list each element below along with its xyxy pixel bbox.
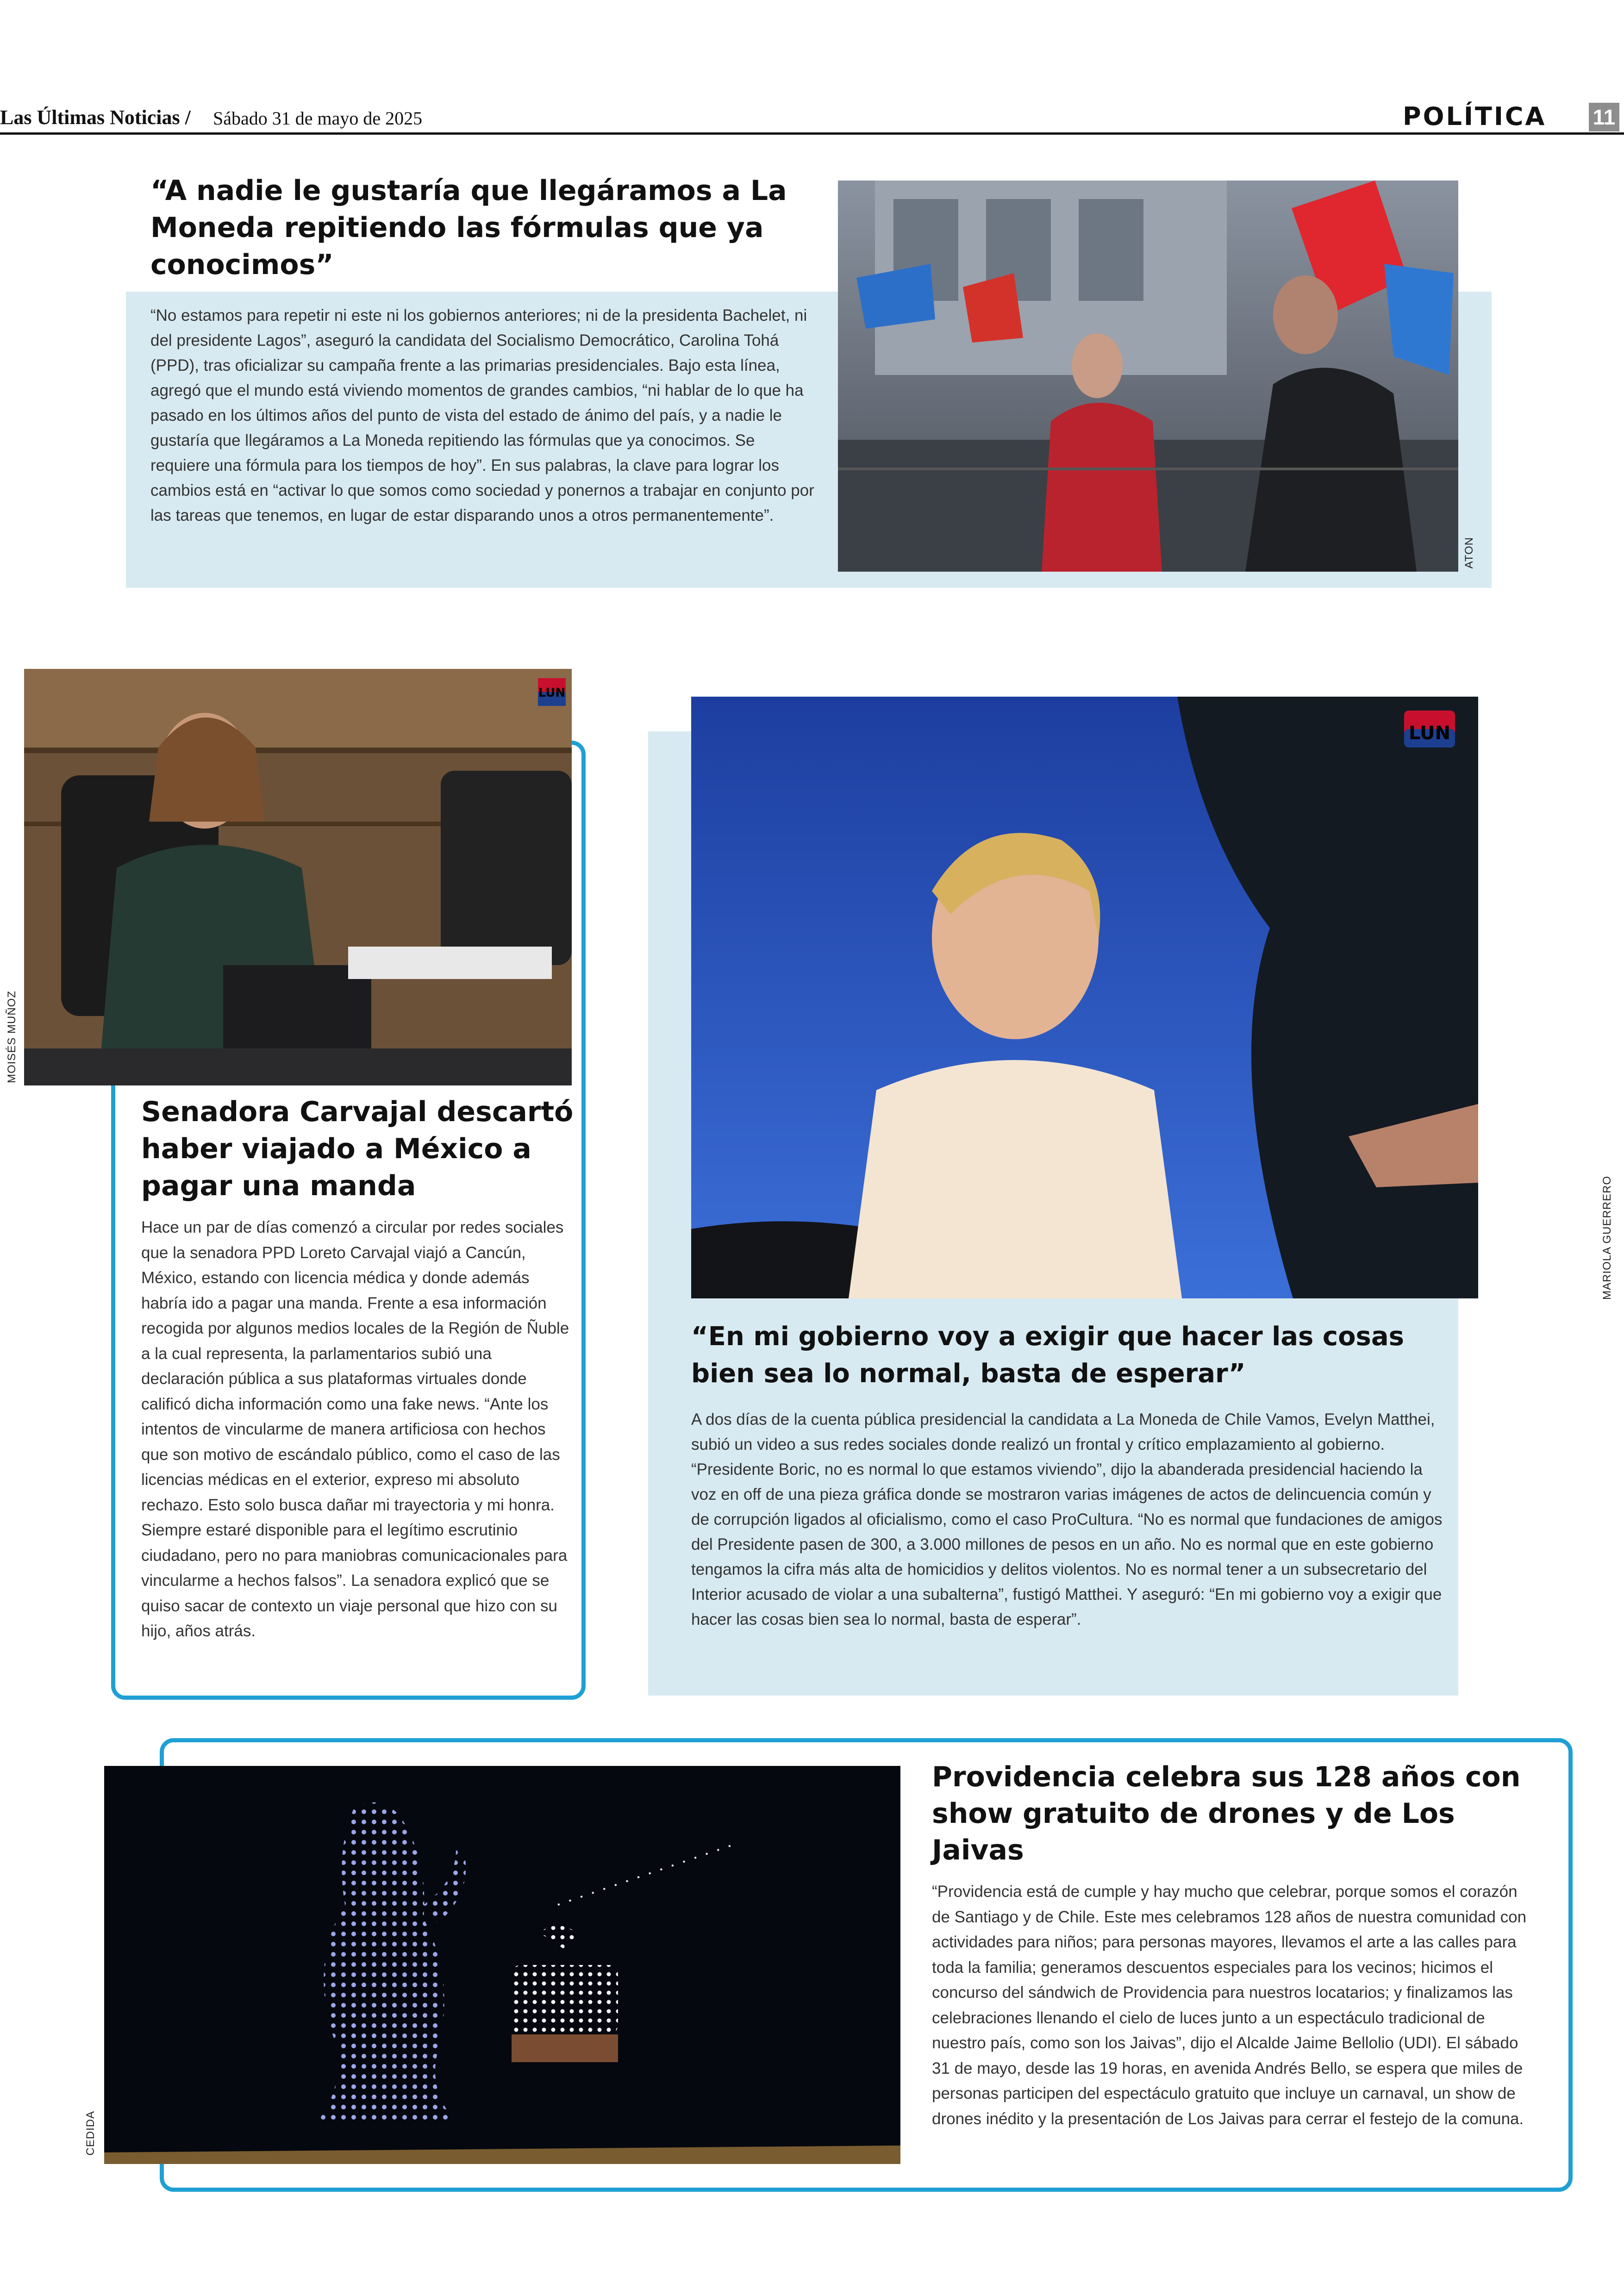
story1-photo-credit: ATON [1463, 537, 1475, 569]
story1-headline: “A nadie le gustaría que llegáramos a La Moneda repitiendo las fórmulas que ya conocimos” [150, 175, 787, 281]
header-rule [0, 132, 1624, 135]
story2-photo-credit: MOISÉS MUÑOZ [6, 991, 18, 1084]
story4-photo-credit: CEDIDA [84, 2111, 97, 2156]
story3-photo [691, 697, 1478, 1298]
story4-photo [104, 1766, 900, 2164]
story2-headline: Senadora Carvajal descartó haber viajado a México a pagar una manda [141, 1096, 574, 1202]
story1-photo [838, 181, 1458, 572]
masthead: Las Últimas Noticias / [0, 106, 191, 129]
story2-lun-logo: LUN [538, 686, 566, 700]
page-number: 11 [1589, 103, 1619, 131]
story1-body: “No estamos para repetir ni este ni los gobiernos anteriores; ni de la presidenta Bachelet, ni del presidente Lagos”, aseguró la candidata del Socialismo Democrático, Carolina Tohá (PPD), tras oficializar su campaña frente a las primarias presidenciales. Bajo esta línea, agregó que el mundo está viviendo momentos de grandes cambios, “ni hablar de lo que ha pasado en los últimos años del punto de vista del estado de ánimo del país, y a nadie le gustaría que llegáramos a La Moneda repitiendo las fórmulas que ya conocimos. Se requiere una fórmula para los tiempos de hoy”. En sus palabras, la clave para lograr los cambios está en “activar lo que somos como sociedad y ponernos a trabajar en conjunto por las tareas que tenemos, en lugar de estar disparando unos a otros permanentemente”. [150, 306, 814, 524]
section-title: POLÍTICA [1403, 102, 1547, 131]
story3-headline: “En mi gobierno voy a exigir que hacer las cosas bien sea lo normal, basta de esperar” [691, 1322, 1404, 1389]
story3-photo-credit: MARIOLA GUERRERO [1601, 1176, 1613, 1300]
story2-body: Hace un par de días comenzó a circular por redes sociales que la senadora PPD Loreto Carvajal viajó a Cancún, México, estando con licencia médica y donde además habría ido a pagar una manda. Frente a esa información recogida por algunos medios locales de la Región de Ñuble a la cual representa, la parlamentarios subió una declaración pública a sus plataformas virtuales donde calificó dicha información como una fake news. “Ante los intentos de vincularme de manera artificiosa con hechos que son motivo de escándalo público, como el caso de las licencias médicas en el exterior, expreso mi absoluto rechazo. Esto solo busca dañar mi trayectoria y mi honra. Siempre estaré disponible para el legítimo escrutinio ciudadano, pero no para maniobras comunicacionales para vincularme a hechos falsos”. La senadora explicó que se quiso sacar de contexto un viaje personal que hizo con su hijo, años atrás. [141, 1218, 569, 1640]
issue-date: Sábado 31 de mayo de 2025 [213, 108, 423, 129]
story2-photo [24, 669, 572, 1085]
story3-body: A dos días de la cuenta pública presidencial la candidata a La Moneda de Chile Vamos, Evelyn Matthei, subió un video a sus redes sociales donde realizó un frontal y crítico emplazamiento al gobierno. “Presidente Boric, no es normal lo que estamos viviendo”, dijo la abanderada presidencial haciendo la voz en off de una pieza gráfica donde se mostraron varias imágenes de actos de delincuencia común y de corrupción ligados al oficialismo, como el caso ProCultura. “No es normal que fundaciones de amigos del Presidente pasen de 300, a 3.000 millones de pesos en un año. No es normal que en este gobierno tengamos la cifra más alta de homicidios y delitos violentos. No es normal tener a un subsecretario del Interior acusado de violar a una subalterna”, fustigó Matthei. Y aseguró: “En mi gobierno voy a exigir que hacer las cosas bien sea lo normal, basta de esperar”. [691, 1410, 1443, 1628]
story4-body: “Providencia está de cumple y hay mucho que celebrar, porque somos el corazón de Santiago y de Chile. Este mes celebramos 128 años de nuestra comunidad con actividades para niños; para personas mayores, llevamos el arte a las calles para toda la familia; generamos descuentos especiales para los vecinos; hicimos el concurso del sándwich de Providencia para nuestros locatarios; y finalizamos las celebraciones llenando el cielo de luces junto a un espectáculo tradicional de nuestro país, como son los Jaivas”, dijo el Alcalde Jaime Bellolio (UDI). El sábado 31 de mayo, desde las 19 horas, en avenida Andrés Bello, se espera que miles de personas participen del espectáculo gratuito que incluye un carnaval, un show de drones inédito y la presentación de Los Jaivas para cerrar el festejo de la comuna. [932, 1883, 1527, 2128]
story4-headline: Providencia celebra sus 128 años con show gratuito de drones y de Los Jaivas [932, 1761, 1521, 1866]
story3-lun-logo: LUN [1408, 723, 1451, 744]
